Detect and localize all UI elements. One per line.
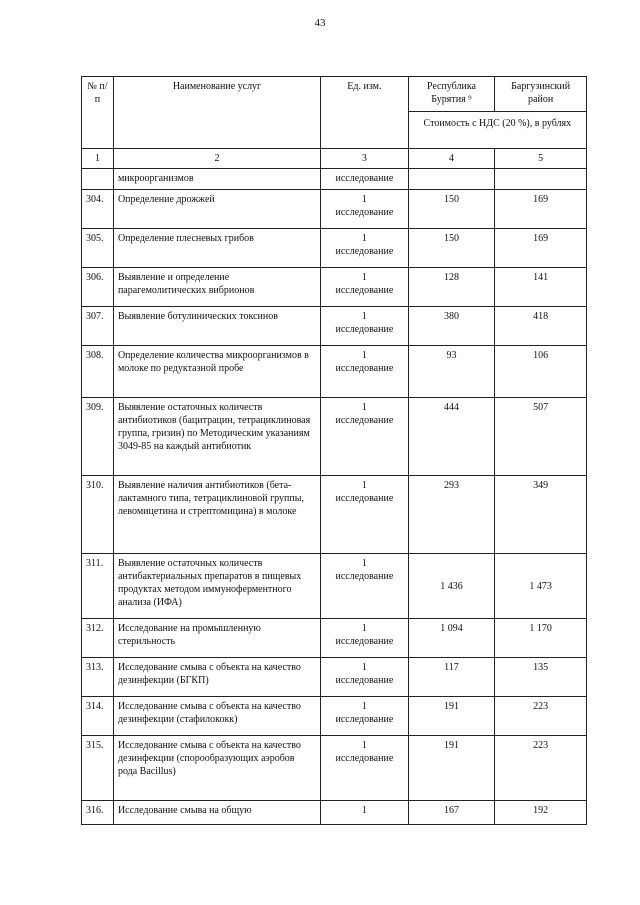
- price-republic: 1 436: [408, 554, 495, 619]
- row-number: 315.: [82, 736, 114, 801]
- table-row: [82, 801, 587, 825]
- unit-quantity: 1: [361, 350, 367, 361]
- service-name: Определение дрожжей: [113, 190, 320, 229]
- service-name: Выявление остаточных количеств антибиотиков (бацитрацин, тетрациклиновая группа, гризин) по Методическим указаниям 3049-85 на каждый антибиотик: [113, 398, 320, 476]
- unit-of-measure: [321, 801, 409, 825]
- column-number: 2: [113, 149, 320, 169]
- price-district: 507: [495, 398, 587, 476]
- unit-quantity: 1: [361, 805, 367, 816]
- price-district: 223: [495, 697, 587, 736]
- unit-name: исследование: [335, 207, 394, 218]
- unit-name: исследование: [335, 636, 394, 647]
- table-row: [82, 697, 587, 736]
- price-republic: 128: [408, 268, 495, 307]
- unit-name: исследование: [335, 173, 394, 184]
- unit-name: исследование: [335, 675, 394, 686]
- header-col-name: Наименование услуг: [113, 77, 320, 149]
- row-number: 313.: [82, 658, 114, 697]
- unit-name: исследование: [335, 753, 394, 764]
- price-district: 1 170: [495, 619, 587, 658]
- unit-of-measure: [321, 658, 409, 697]
- price-republic: 444: [408, 398, 495, 476]
- column-number: 5: [495, 149, 587, 169]
- unit-of-measure: [321, 697, 409, 736]
- row-number: 314.: [82, 697, 114, 736]
- unit-quantity: 1: [361, 194, 367, 205]
- table-row: [82, 169, 587, 190]
- column-number: 3: [321, 149, 409, 169]
- service-name: Выявление остаточных количеств антибактериальных препаратов в пищевых продуктах методом иммуноферментного анализа (ИФА): [113, 554, 320, 619]
- row-number: 304.: [82, 190, 114, 229]
- column-number: 4: [408, 149, 495, 169]
- page-number: 43: [314, 17, 326, 29]
- table-row: [82, 476, 587, 554]
- price-republic: 191: [408, 736, 495, 801]
- price-republic: 150: [408, 190, 495, 229]
- service-name: Определение плесневых грибов: [113, 229, 320, 268]
- unit-of-measure: [321, 307, 409, 346]
- unit-quantity: 1: [361, 701, 367, 712]
- row-number: 312.: [82, 619, 114, 658]
- header-col-unit: Ед. изм.: [321, 77, 409, 149]
- row-number: 306.: [82, 268, 114, 307]
- service-name: Выявление и определение парагемолитических вибрионов: [113, 268, 320, 307]
- services-price-table: [81, 76, 587, 825]
- price-district: 141: [495, 268, 587, 307]
- price-republic: 1 094: [408, 619, 495, 658]
- column-number: 1: [82, 149, 114, 169]
- table-row: [82, 619, 587, 658]
- row-number: 311.: [82, 554, 114, 619]
- unit-quantity: 1: [361, 233, 367, 244]
- price-district: 418: [495, 307, 587, 346]
- row-number: 310.: [82, 476, 114, 554]
- unit-of-measure: [321, 229, 409, 268]
- unit-quantity: 1: [361, 480, 367, 491]
- unit-quantity: 1: [361, 558, 367, 569]
- price-republic: 191: [408, 697, 495, 736]
- column-number-row: [82, 149, 587, 169]
- table-row: [82, 554, 587, 619]
- unit-name: исследование: [335, 493, 394, 504]
- service-name: Определение количества микроорганизмов в молоке по редуктазной пробе: [113, 346, 320, 398]
- price-district: 106: [495, 346, 587, 398]
- price-district: 169: [495, 229, 587, 268]
- unit-name: исследование: [335, 246, 394, 257]
- service-name: Исследование смыва на общую: [113, 801, 320, 825]
- service-name: Исследование смыва с объекта на качество дезинфекции (стафилококк): [113, 697, 320, 736]
- unit-quantity: 1: [361, 662, 367, 673]
- table-row: [82, 398, 587, 476]
- unit-of-measure: [321, 190, 409, 229]
- price-republic: [408, 169, 495, 190]
- price-republic: 117: [408, 658, 495, 697]
- service-name: Исследование смыва с объекта на качество дезинфекции (БГКП): [113, 658, 320, 697]
- unit-of-measure: [321, 169, 409, 190]
- price-district: 349: [495, 476, 587, 554]
- row-number: 308.: [82, 346, 114, 398]
- table-row: [82, 268, 587, 307]
- price-district: 1 473: [495, 554, 587, 619]
- row-number: 309.: [82, 398, 114, 476]
- service-name: Выявление ботулинических токсинов: [113, 307, 320, 346]
- table-row: [82, 190, 587, 229]
- table-row: [82, 346, 587, 398]
- unit-name: исследование: [335, 714, 394, 725]
- price-district: 169: [495, 190, 587, 229]
- unit-quantity: 1: [361, 311, 367, 322]
- unit-of-measure: [321, 346, 409, 398]
- row-number: 305.: [82, 229, 114, 268]
- price-republic: 93: [408, 346, 495, 398]
- header-cost-caption: Стоимость с НДС (20 %), в рублях: [408, 112, 586, 149]
- unit-quantity: 1: [361, 740, 367, 751]
- unit-quantity: 1: [361, 623, 367, 634]
- unit-quantity: 1: [361, 272, 367, 283]
- header-col-region2: Баргузинский район: [495, 77, 587, 112]
- table-row: [82, 229, 587, 268]
- service-name: микроорганизмов: [113, 169, 320, 190]
- unit-of-measure: [321, 398, 409, 476]
- table-row: [82, 658, 587, 697]
- row-number: 316.: [82, 801, 114, 825]
- unit-name: исследование: [335, 324, 394, 335]
- unit-of-measure: [321, 268, 409, 307]
- unit-name: исследование: [335, 285, 394, 296]
- service-name: Выявление наличия антибиотиков (бета-лактамного типа, тетрациклиновой группы, левомицетина и стрептомицина) в молоке: [113, 476, 320, 554]
- price-district: 192: [495, 801, 587, 825]
- price-district: [495, 169, 587, 190]
- unit-name: исследование: [335, 415, 394, 426]
- unit-name: исследование: [335, 363, 394, 374]
- unit-of-measure: [321, 476, 409, 554]
- table-row: [82, 736, 587, 801]
- table-row: [82, 307, 587, 346]
- unit-name: исследование: [335, 571, 394, 582]
- price-republic: 293: [408, 476, 495, 554]
- unit-of-measure: [321, 554, 409, 619]
- header-col-region1: Республика Бурятия ⁹: [408, 77, 495, 112]
- price-district: 223: [495, 736, 587, 801]
- price-republic: 167: [408, 801, 495, 825]
- unit-of-measure: [321, 736, 409, 801]
- row-number: [82, 169, 114, 190]
- row-number: 307.: [82, 307, 114, 346]
- service-name: Исследование на промышленную стерильность: [113, 619, 320, 658]
- unit-of-measure: [321, 619, 409, 658]
- price-republic: 150: [408, 229, 495, 268]
- price-republic: 380: [408, 307, 495, 346]
- price-district: 135: [495, 658, 587, 697]
- service-name: Исследование смыва с объекта на качество дезинфекции (спорообразующих аэробов рода Bacillus): [113, 736, 320, 801]
- unit-quantity: 1: [361, 402, 367, 413]
- table-header-row: [82, 77, 587, 112]
- header-col-num: № п/п: [82, 77, 114, 149]
